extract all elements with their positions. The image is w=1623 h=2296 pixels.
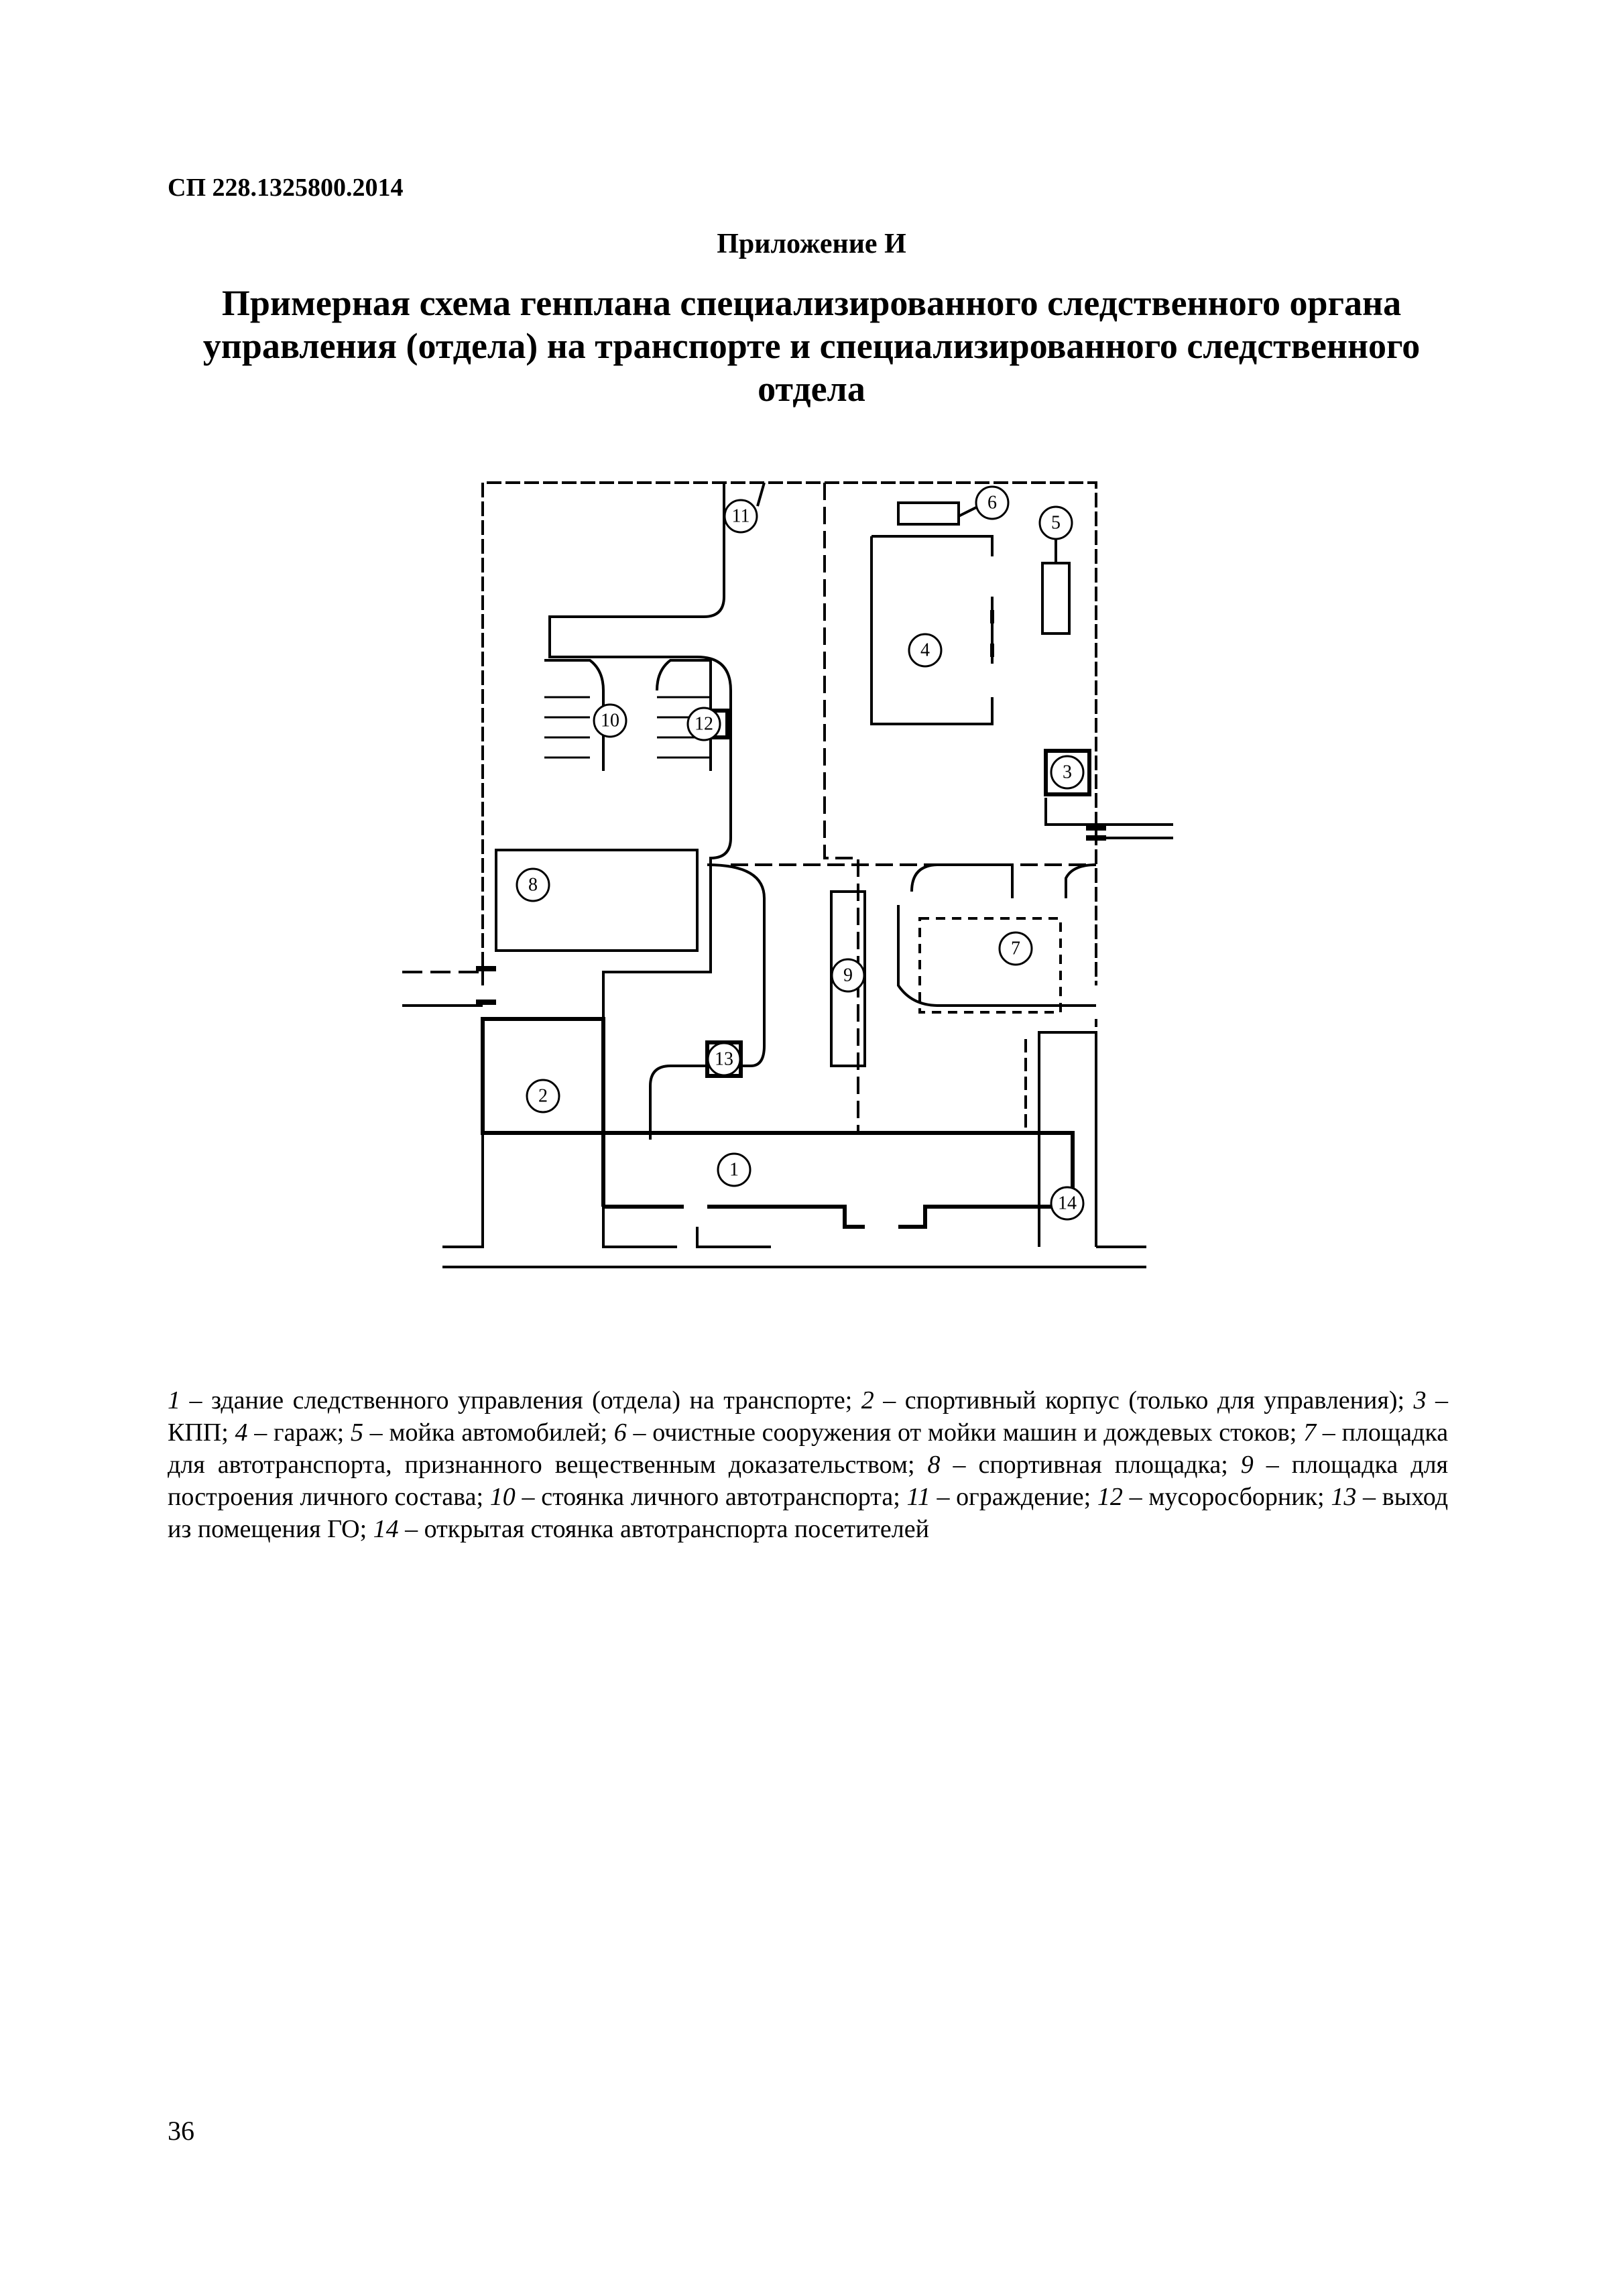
parking-10-stalls xyxy=(544,697,711,758)
marker-label-11: 11 xyxy=(731,505,750,527)
road-center xyxy=(825,483,858,1133)
street-front-mid xyxy=(697,1227,771,1247)
sport-building-2 xyxy=(483,1019,603,1133)
legend-num: 13 xyxy=(1331,1483,1357,1511)
site-plan-diagram xyxy=(402,463,1173,1307)
marker-label-9: 9 xyxy=(843,965,853,986)
legend-item: ограждение; xyxy=(956,1483,1091,1511)
road-loop-south xyxy=(650,865,764,1140)
road-right-lower xyxy=(898,905,1096,1006)
legend-item: стоянка личного автотранспорта; xyxy=(541,1483,900,1511)
legend-num: 12 xyxy=(1097,1483,1123,1511)
legend-item: спортивная площадка; xyxy=(978,1451,1228,1479)
marker-label-10: 10 xyxy=(601,710,619,731)
road-right-loop xyxy=(912,865,1096,898)
leader-6 xyxy=(959,506,979,516)
garage-4 xyxy=(871,536,992,724)
legend-num: 3 xyxy=(1413,1386,1427,1414)
page-number: 36 xyxy=(168,2116,194,2146)
legend-text: 1 – здание следственного управления (отдела) на транспорте; 2 – спортивный корпус (только для управления); 3 – КПП; 4 – гараж; 5 – мойка автомобилей; 6 – очистные сооружения от мойки машин и дождевых стоков; 7 – площадка для автотранспорта, признанного вещественным доказательством; 8 – спортивная площадка; 9 – площадка для построения личного состава; 10 – стоянка личного автотранспорта; 11 – ограждение; 12 – мусоросборник; 13 – выход из помещения ГО; 14 – открытая стоянка автотранспорта посетителей xyxy=(168,1386,1449,1543)
street-front xyxy=(603,1207,677,1247)
legend-item: гараж; xyxy=(274,1418,345,1447)
legend-num: 1 xyxy=(168,1386,180,1414)
legend-num: 5 xyxy=(350,1418,363,1447)
legend xyxy=(168,1384,1448,1545)
legend-item: мойка автомобилей; xyxy=(389,1418,608,1447)
legend-num: 14 xyxy=(373,1515,399,1543)
marker-label-2: 2 xyxy=(538,1085,548,1107)
legend-item: очистные сооружения от мойки машин и дождевых стоков; xyxy=(652,1418,1297,1447)
page-title: Примерная схема генплана специализированного следственного органа управления (отдела) на транспорте и специализированного следственного отдела xyxy=(202,283,1421,409)
legend-item: спортивный корпус (только для управления); xyxy=(904,1386,1405,1414)
marker-label-14: 14 xyxy=(1058,1193,1077,1214)
main-building-1 xyxy=(603,1133,1073,1227)
legend-num: 4 xyxy=(235,1418,248,1447)
legend-item: площадка для построения личного состава; xyxy=(168,1451,1449,1511)
checkpoint-road xyxy=(1046,798,1173,838)
legend-num: 7 xyxy=(1303,1418,1317,1447)
legend-num: 10 xyxy=(489,1483,516,1511)
marker-label-1: 1 xyxy=(729,1159,739,1181)
marker-label-8: 8 xyxy=(528,874,538,896)
legend-num: 11 xyxy=(906,1483,930,1511)
marker-label-3: 3 xyxy=(1063,762,1072,783)
legend-item: выход из помещения ГО; xyxy=(168,1483,1449,1543)
marker-label-4: 4 xyxy=(920,640,930,661)
marker-label-6: 6 xyxy=(987,492,997,513)
legend-item: КПП; xyxy=(168,1418,229,1447)
legend-num: 9 xyxy=(1240,1451,1254,1479)
marker-label-13: 13 xyxy=(715,1048,733,1070)
marker-label-12: 12 xyxy=(695,713,713,735)
street-left xyxy=(442,1133,483,1247)
legend-item: площадка для автотранспорта, признанного вещественным доказательством; xyxy=(168,1418,1449,1479)
legend-item: здание следственного управления (отдела) на транспорте; xyxy=(211,1386,853,1414)
legend-num: 8 xyxy=(927,1451,941,1479)
road-left xyxy=(550,483,731,1133)
marker-label-5: 5 xyxy=(1051,512,1061,534)
fence xyxy=(483,483,1096,985)
document-code: СП 228.1325800.2014 xyxy=(168,174,404,202)
treatment-6 xyxy=(898,503,959,524)
legend-item: открытая стоянка автотранспорта посетителей xyxy=(424,1515,929,1543)
legend-num: 2 xyxy=(861,1386,874,1414)
gate-left xyxy=(476,969,496,1002)
site-plan-svg xyxy=(402,463,1173,1307)
appendix-label: Приложение И xyxy=(717,229,906,259)
marker-label-7: 7 xyxy=(1011,938,1020,959)
legend-num: 6 xyxy=(613,1418,627,1447)
legend-item: мусоросборник; xyxy=(1148,1483,1325,1511)
leader-11 xyxy=(758,483,764,506)
evidence-lot-7 xyxy=(920,918,1061,1012)
car-wash-5 xyxy=(1042,563,1069,633)
